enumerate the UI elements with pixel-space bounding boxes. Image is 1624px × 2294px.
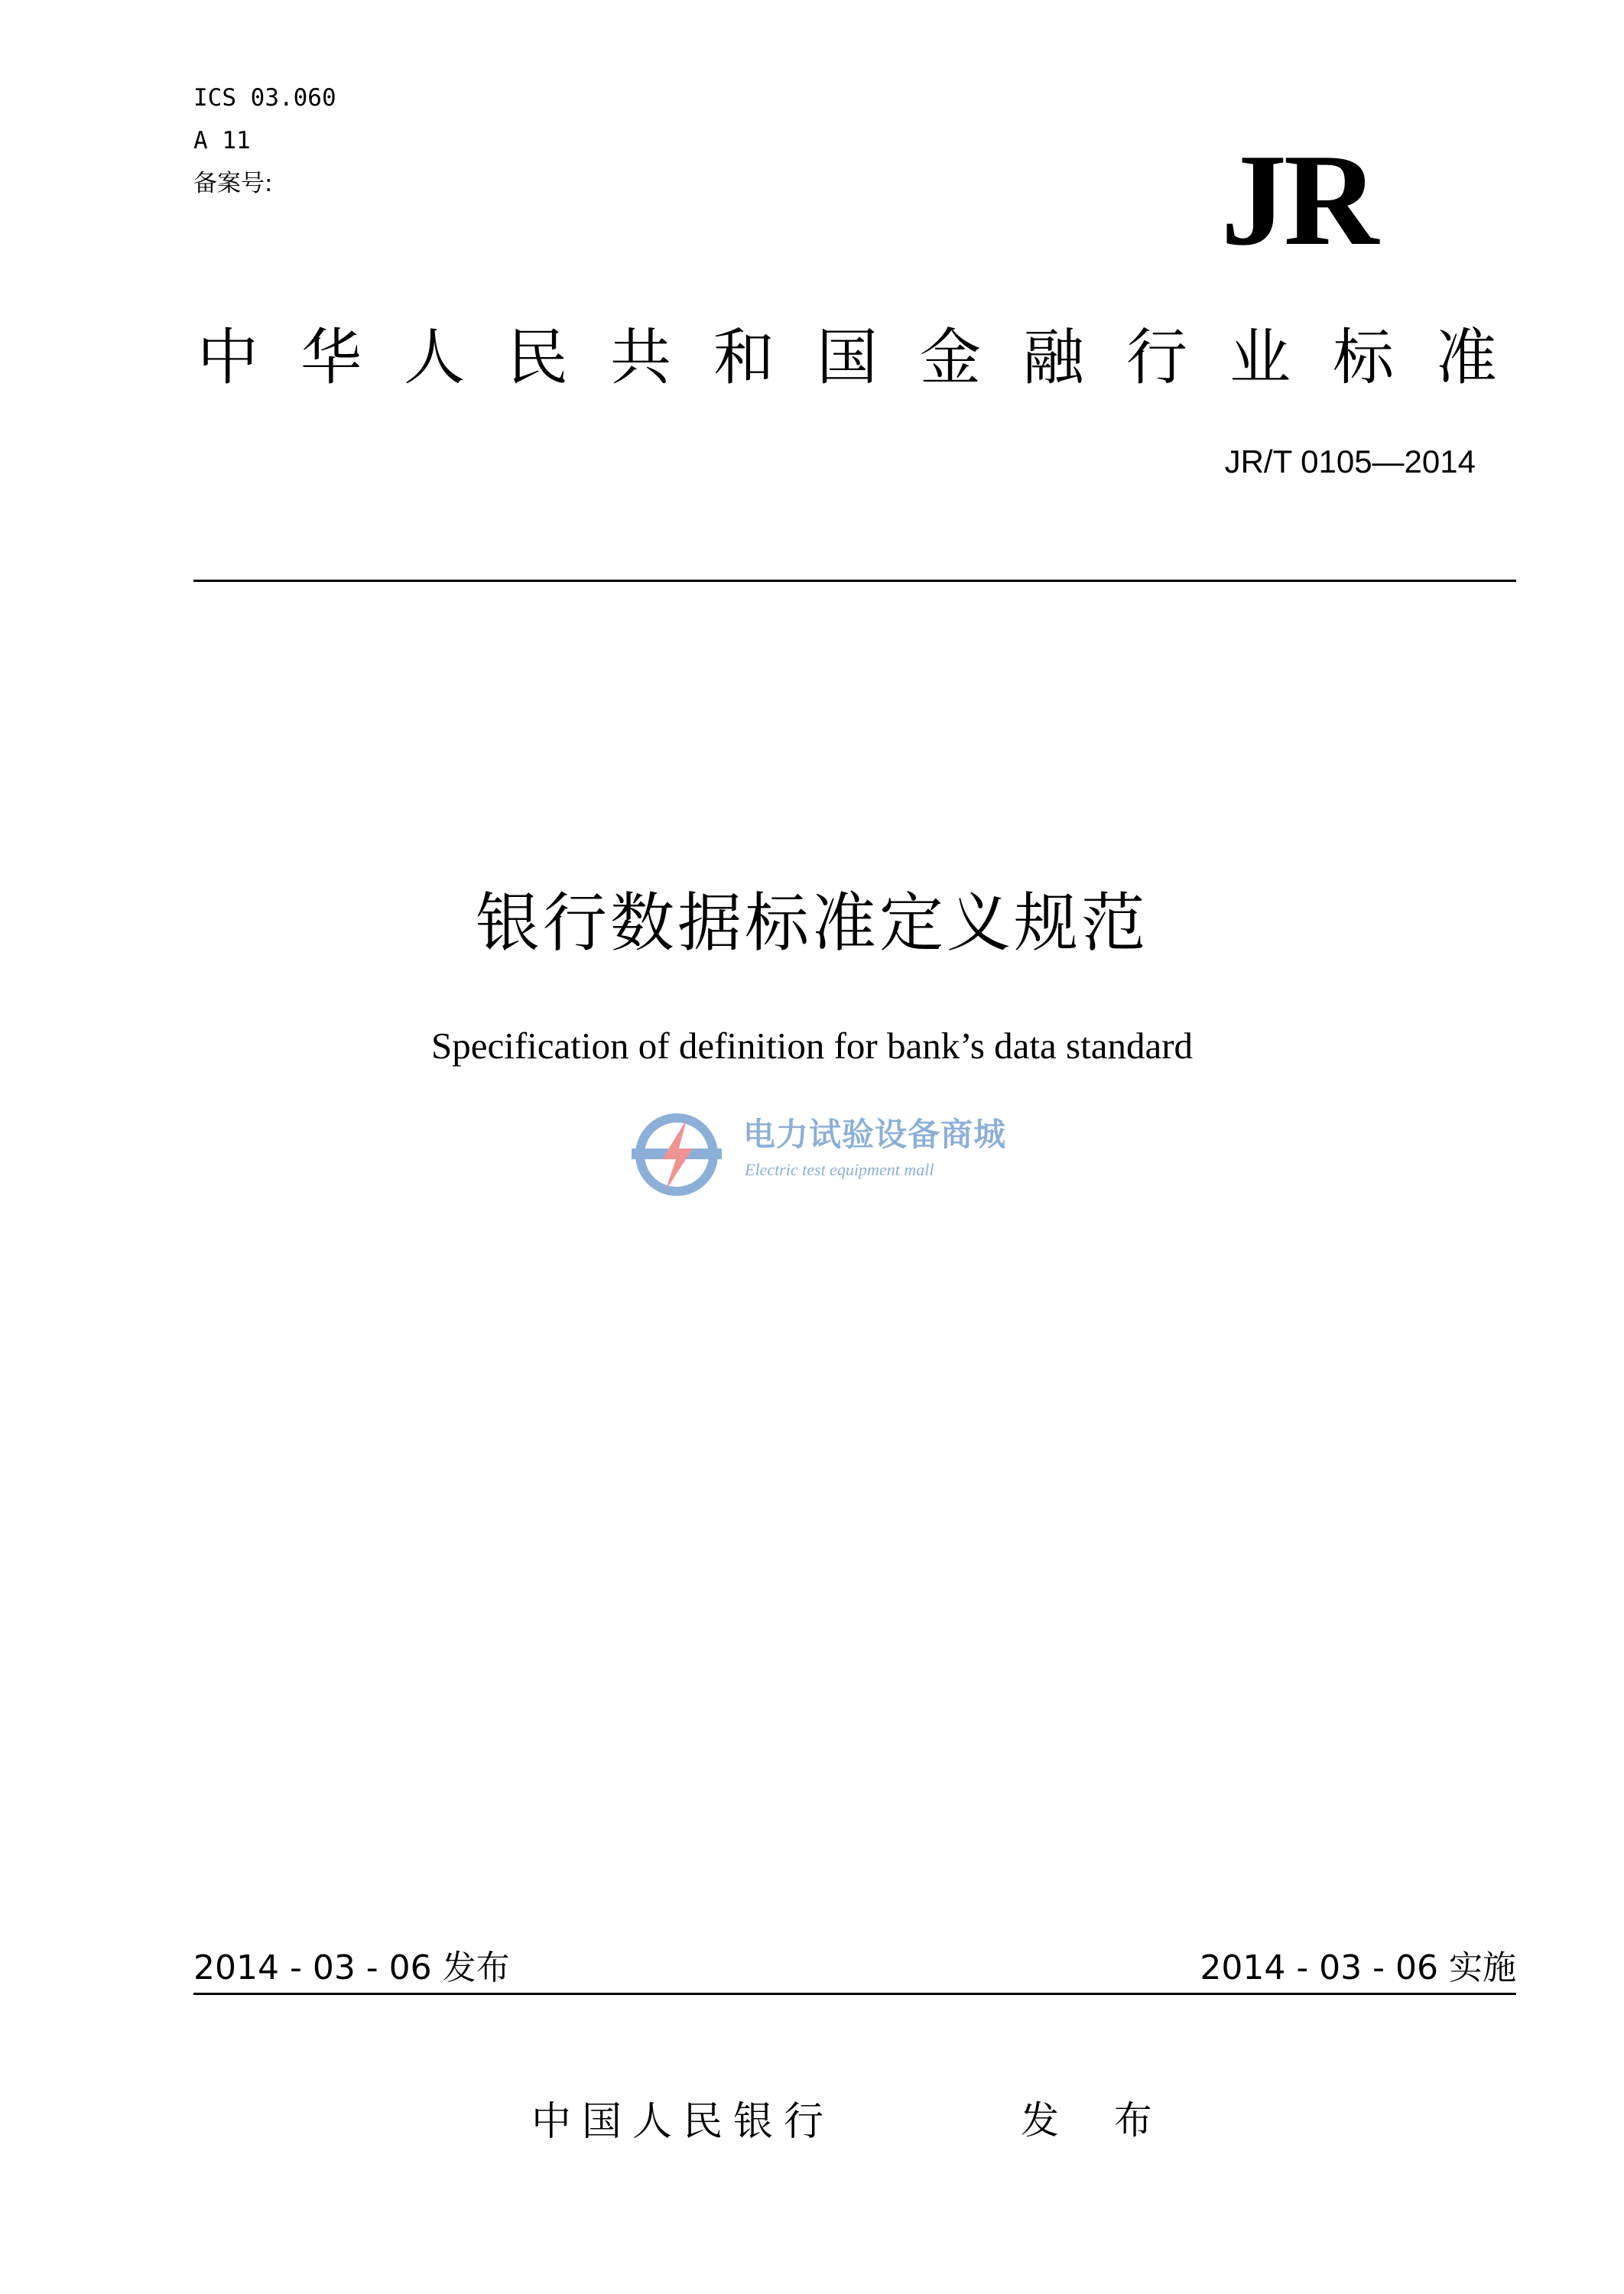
title-char: 和	[713, 322, 775, 393]
standard-number: JR/T 0105—2014	[1224, 444, 1476, 479]
title-char: 华	[300, 322, 362, 393]
title-char: 人	[404, 322, 465, 393]
record-number-label: 备案号:	[193, 170, 273, 197]
watermark	[627, 1109, 1025, 1201]
document-title-zh: 银行数据标准定义规范	[475, 885, 1148, 960]
title-char: 共	[610, 322, 671, 393]
issue-date: 2014 - 03 - 06 发布	[193, 1948, 510, 1987]
top-divider	[193, 580, 1516, 582]
title-char: 准	[1436, 322, 1497, 393]
ccs-code: A 11	[193, 127, 251, 154]
standard-category-title	[197, 320, 1497, 396]
ics-code: ICS 03.060	[193, 84, 336, 112]
effective-date: 2014 - 03 - 06 实施	[1200, 1948, 1516, 1987]
publish-label: 发 布	[1021, 2098, 1174, 2143]
bottom-divider	[193, 1993, 1516, 1995]
document-title-en: Specification of definition for bank’s data standard	[430, 1025, 1194, 1067]
title-char: 标	[1333, 322, 1394, 393]
title-char: 国	[817, 322, 878, 393]
watermark-name: 电力试验设备商城	[743, 1116, 1007, 1153]
title-char: 融	[1023, 322, 1084, 393]
title-char: 业	[1229, 322, 1291, 393]
jr-logo: JR	[1220, 128, 1376, 273]
title-char: 中	[197, 322, 258, 393]
publisher-name: 中国人民银行	[531, 2099, 835, 2145]
title-char: 金	[920, 322, 981, 393]
watermark-subtitle: Electric test equipment mall	[745, 1160, 934, 1179]
lightning-logo-icon	[627, 1109, 726, 1201]
title-char: 民	[507, 322, 568, 393]
title-char: 行	[1126, 322, 1187, 393]
